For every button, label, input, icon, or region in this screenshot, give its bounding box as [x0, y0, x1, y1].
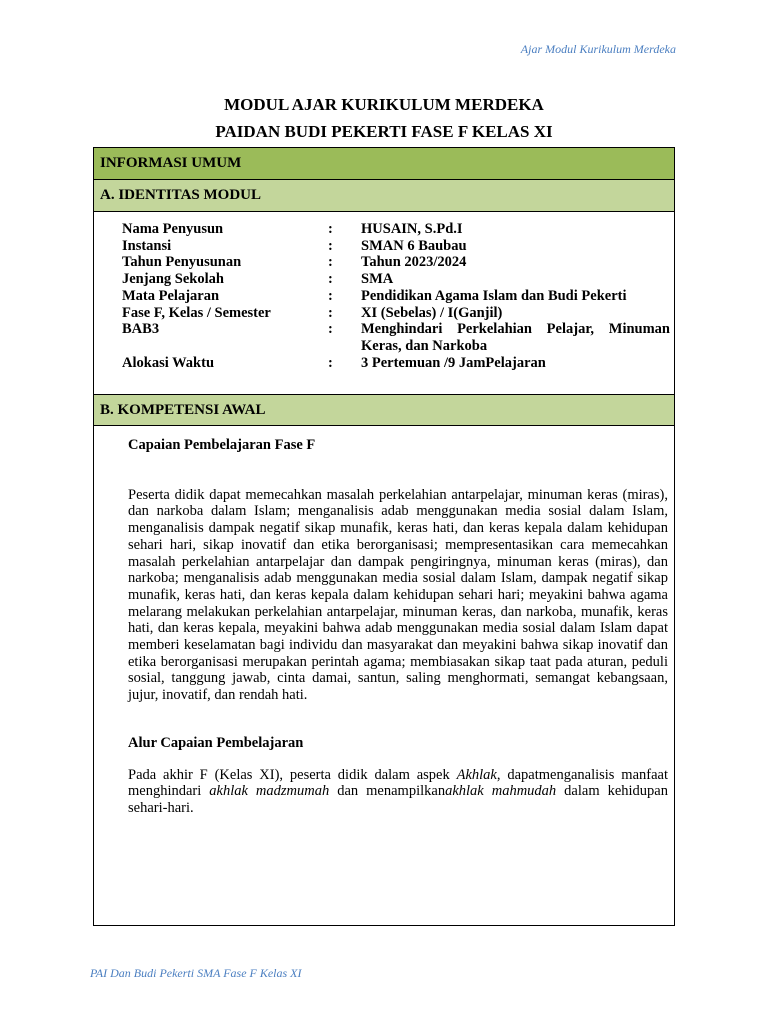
identity-colon: :	[328, 271, 333, 288]
identity-value: SMAN 6 Baubau	[361, 237, 467, 254]
identity-row	[122, 221, 670, 238]
identity-row	[122, 238, 670, 255]
identity-label: Jenjang Sekolah	[122, 271, 224, 288]
flow-text: dan menampilkan	[329, 783, 446, 800]
identity-colon: :	[328, 237, 333, 254]
identity-value: Tahun 2023/2024	[361, 254, 467, 271]
identity-row	[122, 355, 670, 372]
section-identity: A. IDENTITAS MODUL	[94, 180, 674, 212]
identity-row	[122, 305, 670, 322]
flow-text: , dapatmenganalisis manfaat menghindari	[128, 766, 668, 800]
flow-term-madzmumah: akhlak madzmumah	[209, 783, 330, 800]
identity-value: SMA	[361, 271, 394, 288]
page-header-note: Ajar Modul Kurikulum Merdeka	[520, 42, 676, 56]
identity-row	[122, 254, 670, 271]
module-table	[93, 147, 675, 926]
identity-value: Menghindari Perkelahian Pelajar, Minuman Keras, dan Narkoba	[361, 321, 670, 354]
flow-paragraph	[128, 767, 668, 817]
section-competence: B. KOMPETENSI AWAL	[94, 394, 674, 426]
identity-value: 3 Pertemuan /9 JamPelajaran	[361, 354, 546, 371]
flow-text: dalam kehidupan sehari-hari.	[128, 783, 668, 816]
page-footer-note: PAI Dan Budi Pekerti SMA Fase F Kelas XI	[90, 966, 302, 980]
flow-text: Pada akhir F (Kelas XI), peserta didik dalam aspek	[128, 766, 457, 783]
flow-heading: Alur Capaian Pembelajaran	[128, 734, 304, 751]
identity-colon: :	[328, 354, 333, 371]
identity-colon: :	[328, 287, 333, 304]
identity-value: XI (Sebelas) / I(Ganjil)	[361, 304, 503, 321]
section-general-info: INFORMASI UMUM	[94, 148, 674, 180]
identity-label: BAB3	[122, 321, 160, 338]
identity-row	[122, 271, 670, 288]
identity-label: Mata Pelajaran	[122, 287, 220, 304]
identity-label: Fase F, Kelas / Semester	[122, 304, 271, 321]
identity-row	[122, 288, 670, 305]
identity-row	[122, 321, 670, 354]
identity-label: Nama Penyusun	[122, 221, 224, 237]
identity-colon: :	[328, 254, 333, 271]
competence-content	[128, 434, 668, 817]
identity-colon: :	[328, 304, 333, 321]
document-subtitle: PAIDAN BUDI PEKERTI FASE F KELAS XI	[215, 122, 553, 141]
identity-value: HUSAIN, S.Pd.I	[361, 221, 463, 237]
cp-paragraph: Peserta didik dapat memecahkan masalah perkelahian antarpelajar, minuman keras (miras), dan narkoba dalam Islam; menganalisis adab menggunakan media sosial dalam Islam, menganalisis dampak negatif sikap munafik, keras hati, dan keras kepala dalam kehidupan sehari hari, sikap inovatif dan etika berorganisasi; mempresentasikan cara memecahkan masalah perkelahian antarpelajar dan dampak pengiringnya, minuman keras (miras), dan narkoba; menganalisis adab menggunakan media sosial dalam Islam, dampak negatif sikap munafik, keras hati, dan keras kepala dalam kehidupan sehari hari; meyakini bahwa agama melarang melakukan perkelahian antarpelajar, minuman keras, dan narkoba, munafik, keras hati, dan keras kepala, meyakini bahwa adab menggunakan media sosial dalam Islam dapat memberi keselamatan bagi individu dan masyarakat dan meyakini bahwa sikap inovatif dan etika berorganisasi merupakan perintah agama; membiasakan sikap taat pada aturan, peduli sosial, tanggung jawab, cinta damai, santun, saling menghormati, semangat kebangsaan, jujur, inovatif, dan rendah hati.	[128, 486, 668, 704]
identity-label: Tahun Penyusunan	[122, 254, 242, 271]
identity-label: Instansi	[122, 237, 172, 254]
identity-colon: :	[328, 321, 333, 338]
identity-colon: :	[328, 221, 333, 237]
cp-heading: Capaian Pembelajaran Fase F	[128, 437, 316, 453]
identity-label: Alokasi Waktu	[122, 354, 215, 371]
identity-table	[122, 221, 670, 371]
document-title: MODUL AJAR KURIKULUM MERDEKA	[224, 95, 544, 114]
identity-value: Pendidikan Agama Islam dan Budi Pekerti	[361, 287, 627, 304]
flow-term-akhlak: Akhlak	[456, 766, 497, 783]
flow-term-mahmudah: akhlak mahmudah	[445, 783, 557, 800]
